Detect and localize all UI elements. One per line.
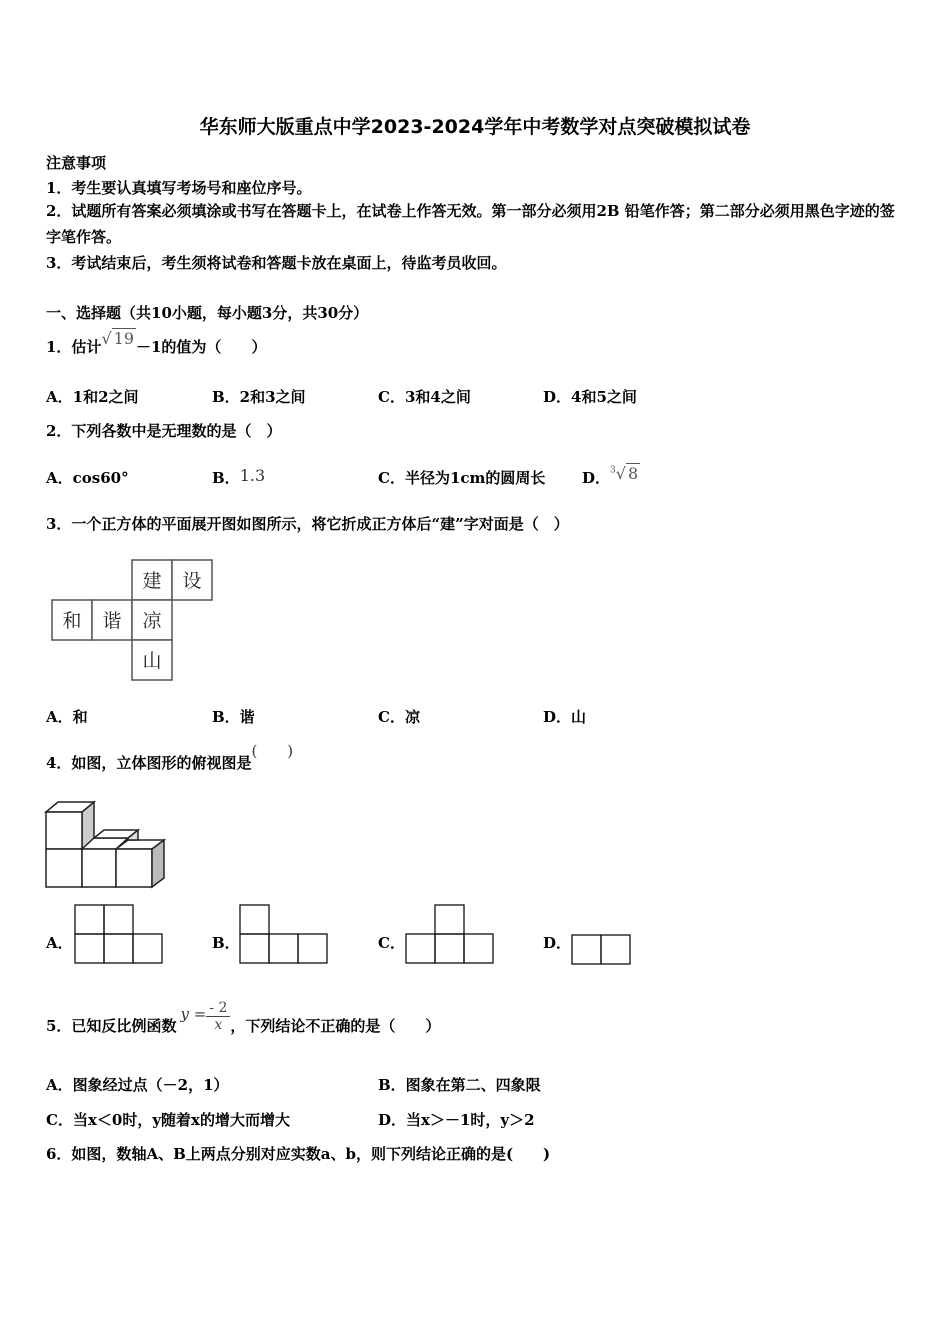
q3-option-b: B．谐 — [212, 708, 255, 726]
question-4 — [46, 742, 294, 773]
repeating-decimal: 1.3 — [239, 466, 266, 485]
radicand: 19 — [113, 329, 134, 348]
fraction-denominator: x — [214, 1017, 223, 1033]
q4-option-d-figure — [569, 932, 633, 966]
cube-root-8: $^3$√ 8 — [610, 464, 639, 483]
q3-option-d: D．山 — [543, 708, 587, 726]
notice-item-1: 1．考生要认真填写考场号和座位序号。 — [46, 179, 312, 197]
net-char: 凉 — [142, 610, 162, 632]
q2-option-c: C．半径为1cm的圆周长 — [378, 469, 546, 487]
cube-net-figure — [46, 558, 218, 688]
q4-paren: ( ) — [251, 742, 294, 760]
notice-item-3: 3．考试结束后，考生须将试卷和答题卡放在桌面上，待监考员收回。 — [46, 254, 507, 272]
q4-option-c-label: C． — [378, 934, 405, 952]
fraction-numerator: - 2 — [206, 1000, 230, 1017]
question-2: 2．下列各数中是无理数的是（ ） — [46, 422, 282, 440]
q2-option-d — [582, 464, 640, 488]
q3-option-a: A．和 — [46, 708, 88, 726]
q5-option-a: A．图象经过点（－2，1） — [46, 1076, 229, 1094]
sqrt-19: √ 19 — [101, 329, 134, 348]
section-heading: 一、选择题（共10小题，每小题3分，共30分） — [46, 304, 369, 322]
net-char: 谐 — [102, 610, 122, 632]
q2-option-b-label: B． — [212, 469, 240, 487]
q5-option-d: D．当x＞－1时，y＞2 — [378, 1111, 535, 1129]
question-1 — [46, 329, 267, 357]
net-char: 设 — [182, 570, 202, 592]
q4-option-a-figure — [72, 902, 164, 966]
q3-option-c: C．凉 — [378, 708, 420, 726]
q2-option-d-label: D． — [582, 469, 611, 487]
q1-option-a: A．1和2之间 — [46, 388, 139, 406]
q1-suffix: －1的值为（ ） — [136, 338, 267, 356]
radicand: 8 — [627, 464, 639, 483]
page-title: 华东师大版重点中学2023-2024学年中考数学对点突破模拟试卷 — [199, 116, 751, 138]
root-index: 3 — [610, 465, 616, 476]
fraction — [206, 1000, 230, 1033]
question-6: 6．如图，数轴A、B上两点分别对应实数a、b，则下列结论正确的是( ) — [46, 1145, 551, 1163]
net-char: 和 — [62, 610, 82, 632]
question-5 — [46, 994, 441, 1035]
q2-option-b — [212, 467, 265, 488]
q2-option-a: A．cos60° — [46, 469, 129, 487]
solid-figure — [42, 800, 172, 892]
q1-option-b: B．2和3之间 — [212, 388, 306, 406]
q5-suffix: ，下列结论不正确的是（ ） — [230, 1016, 441, 1035]
question-3: 3．一个正方体的平面展开图如图所示，将它折成正方体后“建”字对面是（ ） — [46, 515, 569, 533]
q5-option-b: B．图象在第二、四象限 — [378, 1076, 541, 1094]
q4-option-a-label: A． — [46, 934, 73, 952]
q1-prefix: 1．估计 — [46, 338, 102, 356]
q1-option-c: C．3和4之间 — [378, 388, 471, 406]
q4-option-d-label: D． — [543, 934, 572, 952]
q4-option-b-label: B． — [212, 934, 240, 952]
q5-option-c: C．当x＜0时，y随着x的增大而增大 — [46, 1111, 290, 1129]
net-char: 山 — [142, 650, 162, 672]
notice-heading: 注意事项 — [46, 154, 107, 172]
notice-item-2: 2．试题所有答案必须填涂或书写在答题卡上，在试卷上作答无效。第一部分必须用2B 铅笔作答；第二部分必须用黑色字迹的签字笔作答。 — [46, 202, 895, 246]
q4-option-b-figure — [237, 902, 329, 966]
function-lhs: y = — [180, 1004, 207, 1023]
q1-option-d: D．4和5之间 — [543, 388, 637, 406]
net-char: 建 — [142, 570, 162, 592]
q4-text: 4．如图，立体图形的俯视图是 — [46, 754, 252, 772]
q5-prefix: 5．已知反比例函数 — [46, 1016, 177, 1035]
q4-option-c-figure — [403, 902, 495, 966]
